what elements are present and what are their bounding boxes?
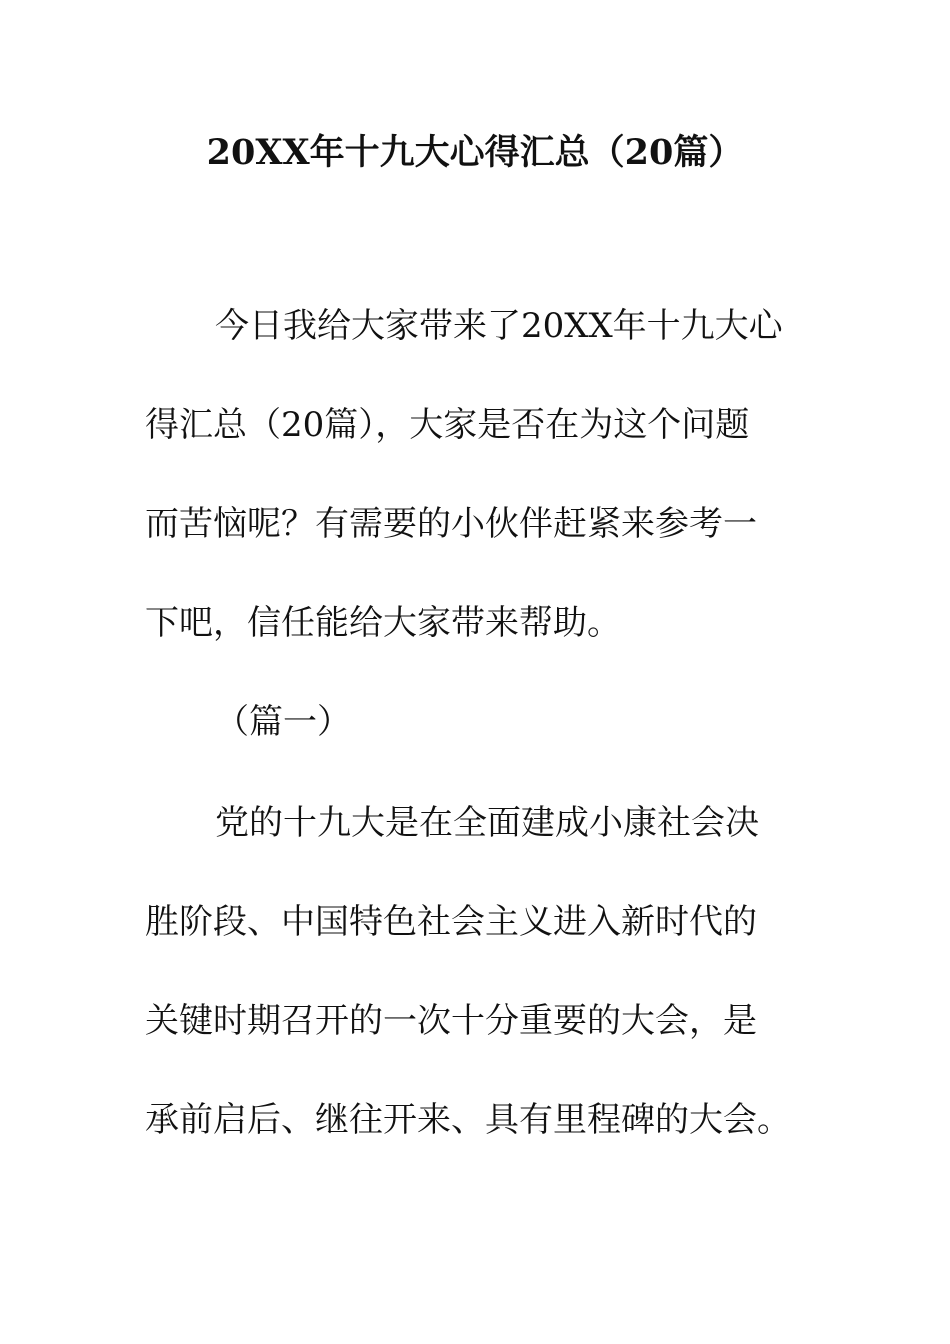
- intro-line-3: 而苦恼呢？有需要的小伙伴赶紧来参考一: [145, 504, 757, 544]
- section-line-3: 关键时期召开的一次十分重要的大会，是: [145, 1001, 757, 1041]
- intro-line-2: 得汇总（20篇），大家是否在为这个问题: [145, 405, 750, 445]
- section-line-4: 承前启后、继往开来、具有里程碑的大会。: [145, 1100, 791, 1140]
- section-line-1: 党的十九大是在全面建成小康社会决: [215, 803, 759, 843]
- section-line-2: 胜阶段、中国特色社会主义进入新时代的: [145, 902, 757, 942]
- section-heading: （篇一）: [215, 702, 351, 742]
- intro-line-1: 今日我给大家带来了20XX年十九大心: [215, 306, 783, 346]
- document-title: 20XX年十九大心得汇总（20篇）: [206, 132, 744, 173]
- intro-line-4: 下吧，信任能给大家带来帮助。: [145, 603, 621, 643]
